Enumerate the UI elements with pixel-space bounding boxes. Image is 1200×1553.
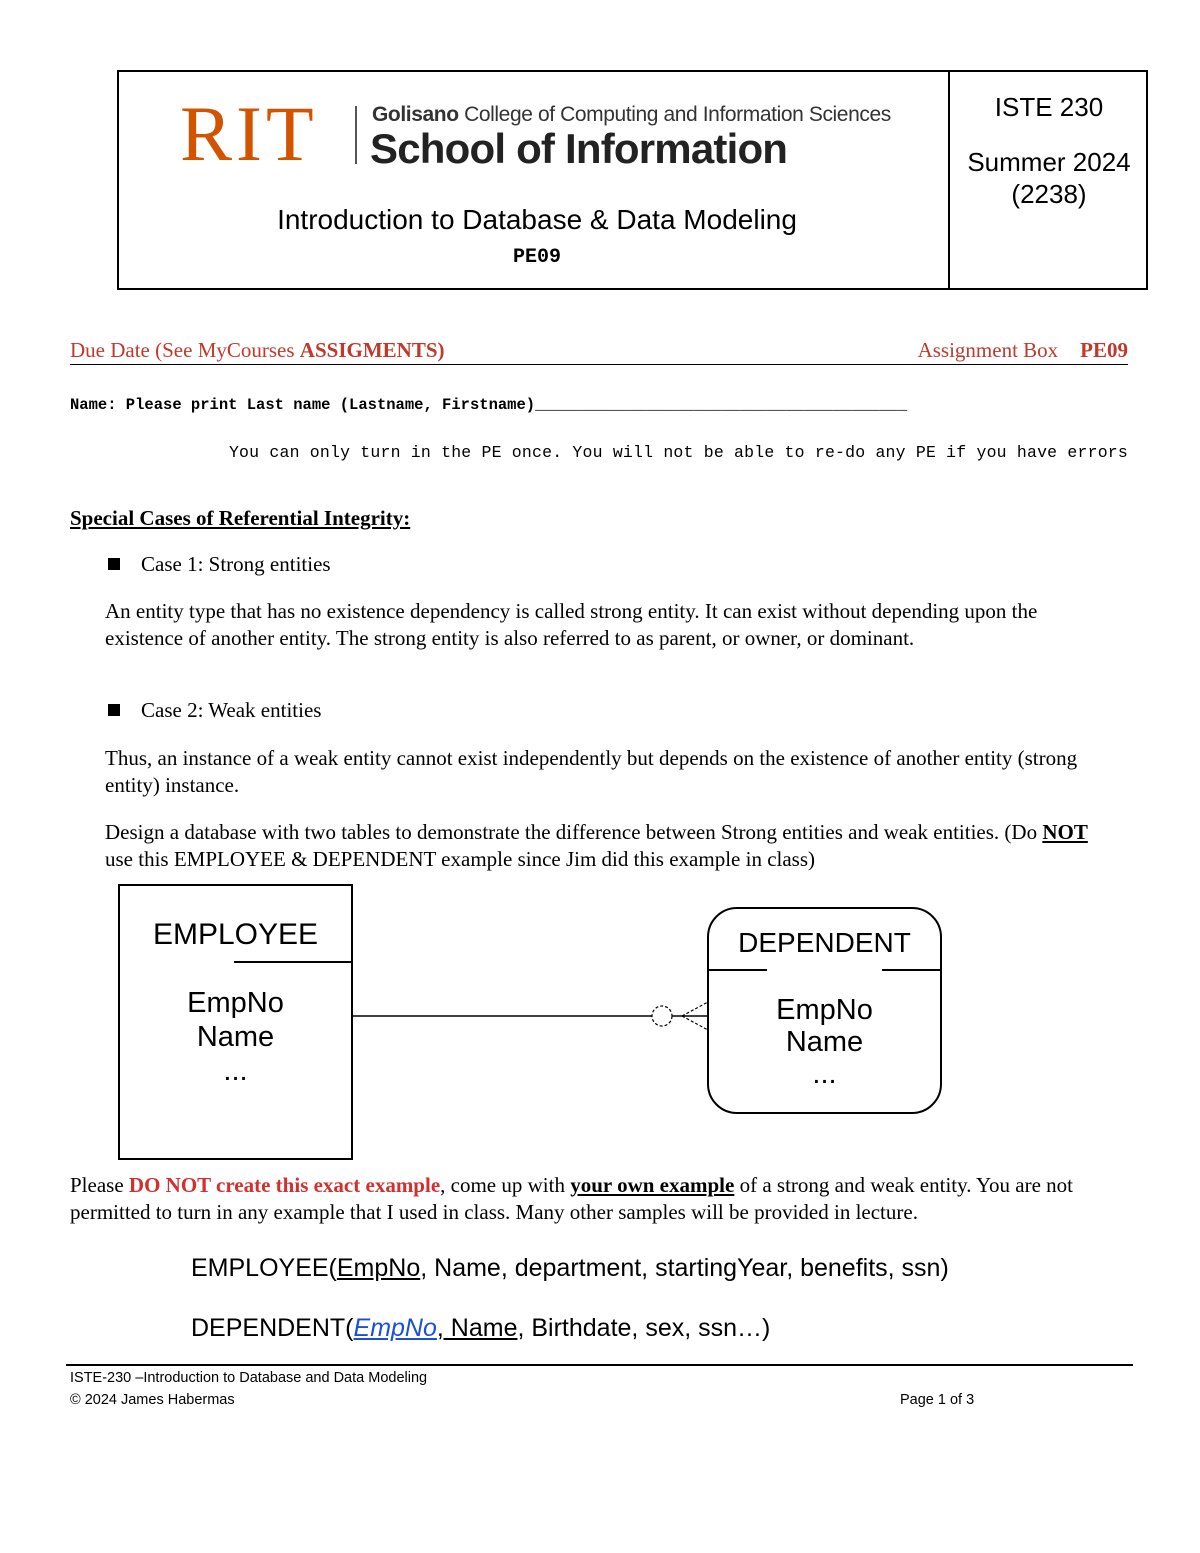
dependent-schema-rest: , Birthdate, sex, ssn…) xyxy=(517,1314,771,1342)
name-line: Name: Please print Last name (Lastname, Firstname)________________________________________ xyxy=(70,396,908,414)
assignment-box xyxy=(918,338,1128,363)
semester-name: Summer 2024 xyxy=(967,147,1131,177)
assignment-box-code: PE09 xyxy=(1080,338,1128,362)
design-not-word: NOT xyxy=(1042,820,1088,844)
bullet-square-icon xyxy=(108,558,120,570)
dependent-title-rule-right xyxy=(882,969,942,971)
footer-page-number: Page 1 of 3 xyxy=(900,1392,975,1408)
note-own-example: your own example xyxy=(570,1173,735,1197)
bullet-square-icon xyxy=(108,704,120,716)
employee-attributes xyxy=(118,986,353,1088)
employee-attr-name: Name xyxy=(196,1021,275,1053)
design-text xyxy=(105,819,1115,873)
optional-circle-icon xyxy=(652,1006,672,1026)
course-code: ISTE 230 xyxy=(994,92,1104,122)
footer-rule xyxy=(66,1364,1133,1366)
employee-schema xyxy=(191,1254,949,1283)
dependent-schema-name: DEPENDENT( xyxy=(191,1314,354,1342)
turn-in-note: You can only turn in the PE once. You will not be able to re-do any PE if you have errors xyxy=(228,443,1128,462)
employee-attr-more: ... xyxy=(223,1055,248,1087)
dependent-schema xyxy=(191,1314,770,1343)
dependent-attr-more: ... xyxy=(812,1058,837,1090)
logo-golisano: Golisano xyxy=(372,103,459,126)
dependent-schema-fk: EmpNo xyxy=(353,1314,437,1342)
section-title: Special Cases of Referential Integrity: xyxy=(70,506,411,530)
assignment-box-label: Assignment Box xyxy=(917,338,1059,362)
dependent-schema-pk2: , Name xyxy=(436,1314,518,1342)
employee-attr-empno: EmpNo xyxy=(187,987,284,1019)
rit-logo: RIT xyxy=(180,90,318,177)
note-please: Please xyxy=(70,1173,129,1197)
due-prefix: Due Date (See xyxy=(70,338,198,362)
due-assignments: ASSIGMENTS) xyxy=(299,338,445,362)
crows-foot-upper xyxy=(682,1002,708,1016)
instruction-note xyxy=(70,1172,1130,1226)
dependent-attributes xyxy=(707,994,942,1090)
case1-text: An entity type that has no existence dependency is called strong entity. It can exist without depending upon the existence of another entity. The strong entity is also referred to as parent, or owner, or dominant. xyxy=(105,599,1038,650)
dependent-title-rule-left xyxy=(707,969,767,971)
logo-school-name: School of Information xyxy=(370,125,788,172)
due-mycourses: MyCourses xyxy=(197,338,300,362)
employee-schema-name: EMPLOYEE( xyxy=(191,1254,337,1282)
course-title: Introduction to Database & Data Modeling xyxy=(277,204,797,235)
employee-title-rule xyxy=(234,961,353,963)
footer-copyright: © 2024 James Habermas xyxy=(70,1392,235,1408)
pe-code: PE09 xyxy=(512,246,561,269)
crows-foot-lower xyxy=(682,1016,708,1030)
relationship-connector xyxy=(350,990,710,1050)
employee-schema-rest: , Name, department, startingYear, benefits, ssn) xyxy=(420,1254,949,1282)
due-date-row xyxy=(70,338,1128,365)
logo-divider xyxy=(355,106,357,164)
employee-schema-pk: EmpNo xyxy=(336,1254,421,1282)
case2-text: Thus, an instance of a weak entity cannot exist independently but depends on the existence of another entity (strong entity) instance. xyxy=(105,746,1078,797)
employee-entity-title: EMPLOYEE xyxy=(152,918,319,951)
case2-label: Case 2: Weak entities xyxy=(141,698,322,722)
note-mid: , come up with xyxy=(440,1173,571,1197)
dependent-entity-title: DEPENDENT xyxy=(738,927,911,958)
case1-label: Case 1: Strong entities xyxy=(141,552,331,576)
semester-code: (2238) xyxy=(1011,179,1087,209)
design-text-after: use this EMPLOYEE & DEPENDENT example since Jim did this example in class) xyxy=(105,847,816,871)
dependent-attr-name: Name xyxy=(785,1026,864,1058)
footer-course: ISTE-230 –Introduction to Database and Data Modeling xyxy=(70,1370,428,1386)
note-rest: of a strong and weak entity. You are not permitted to turn in any example that I used in class. Many other samples will be provided in lecture. xyxy=(70,1173,1073,1224)
due-date xyxy=(70,338,445,363)
design-text-before: Design a database with two tables to demonstrate the difference between Strong entities and weak entities. (Do xyxy=(105,820,1043,844)
logo-college-rest: College of Computing and Information Sciences xyxy=(458,103,891,126)
semester xyxy=(950,146,1148,210)
dependent-attr-empno: EmpNo xyxy=(776,994,873,1026)
note-do-not: DO NOT create this exact example xyxy=(128,1173,441,1197)
